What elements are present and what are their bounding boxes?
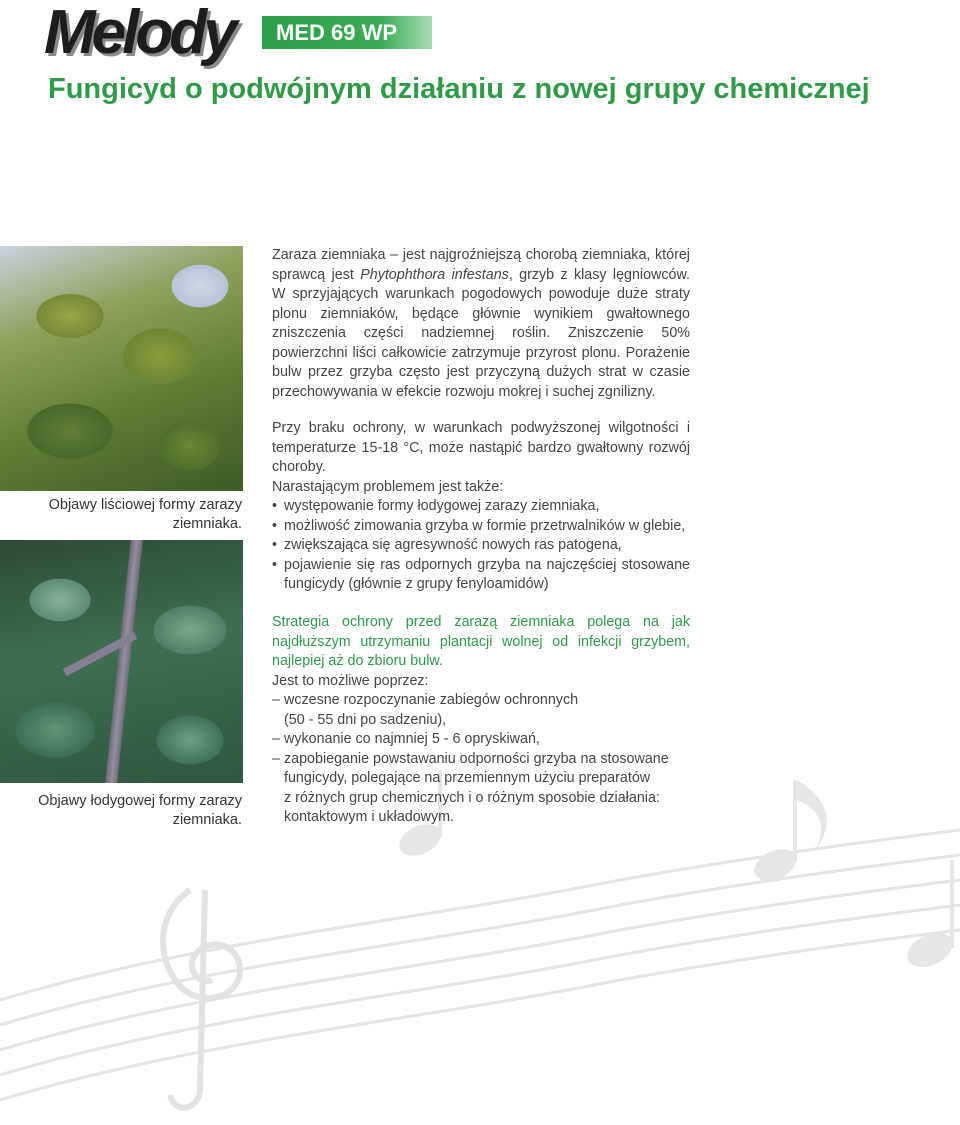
brand-logo: Melody: [44, 0, 234, 67]
problems-lead: Narastającym problemem jest także:: [272, 478, 504, 495]
page-headline: Fungicyd o podwójnym działaniu z nowej grupy chemicznej: [48, 73, 870, 105]
list-item: [272, 691, 690, 711]
bullet-icon: •: [272, 556, 278, 573]
stem-photo-caption: [2, 792, 242, 830]
dash-icon: –: [272, 750, 280, 767]
caption-line: Objawy liściowej formy zarazy: [48, 497, 242, 513]
bullet-icon: •: [272, 517, 278, 534]
list-item-continuation: fungicydy, polegające na przemiennym użyciu preparatów: [284, 770, 651, 786]
product-name: MED 69 WP: [276, 20, 398, 45]
bullet-text: pojawienie się ras odpornych grzyba na najczęściej stosowane fungicydy (głównie z grupy fenyloamidów): [284, 556, 690, 592]
dash-icon: –: [272, 731, 280, 747]
dash-text: wykonanie co najmniej 5 - 6 opryskiwań,: [284, 731, 540, 747]
leaf-blight-photo: [0, 246, 243, 491]
list-item-continuation: z różnych grup chemicznych i o różnym sposobie działania:: [284, 789, 660, 806]
dash-text: wczesne rozpoczynanie zabiegów ochronnych: [284, 692, 579, 708]
caption-line: ziemniaka.: [172, 516, 242, 532]
caption-line: ziemniaka.: [172, 812, 242, 828]
stem-blight-photo: [0, 540, 243, 783]
dash-icon: –: [272, 692, 280, 708]
list-item: [272, 517, 690, 537]
strategy-lead: Jest to możliwe poprzez:: [272, 672, 429, 689]
caption-line: Objawy łodygowej formy zarazy: [38, 793, 242, 809]
bullet-text: występowanie formy łodygowej zarazy ziemniaka,: [284, 498, 600, 514]
dash-text: zapobieganie powstawaniu odporności grzyba na stosowane: [284, 750, 669, 767]
bullet-text: możliwość zimowania grzyba w formie przetrwalników w glebie,: [284, 517, 686, 534]
problems-paragraph: [272, 419, 690, 595]
intro-paragraph: [272, 246, 690, 402]
list-item: [272, 536, 690, 556]
stem-shape: [105, 540, 143, 783]
strategy-paragraph: [272, 613, 690, 828]
pathogen-name: Phytophthora infestans: [360, 266, 509, 283]
list-item: [272, 497, 690, 517]
conditions-text: Przy braku ochrony, w warunkach podwyższonej wilgotności i temperaturze 15-18 °C, może nastąpić bardzo gwałtowny rozwój choroby.: [272, 420, 690, 475]
bullet-icon: •: [272, 537, 278, 553]
bullet-text: zwiększająca się agresywność nowych ras patogena,: [284, 537, 622, 553]
strategy-highlight: Strategia ochrony przed zarazą ziemniaka polega na jak najdłuższym utrzymaniu plantacji wolnej od infekcji grzybem, najlepiej aż do zbioru bulw.: [272, 614, 690, 669]
list-item-continuation: (50 - 55 dni po sadzeniu),: [284, 711, 447, 728]
list-item-continuation: kontaktowym i układowym.: [284, 809, 455, 825]
intro-text-a: Zaraza ziemniaka – jest najgroźniejszą chorobą ziemniaka, której sprawcą jest: [272, 247, 690, 283]
treble-clef-icon: [163, 890, 240, 1108]
product-banner: [262, 16, 432, 49]
leaf-photo-caption: [2, 496, 242, 534]
list-item: [272, 556, 690, 595]
list-item: [272, 750, 690, 770]
intro-text-b: , grzyb z klasy lęgniowców. W sprzyjających warunkach pogodowych powoduje duże straty plonu ziemniaków, będące głównie wynikiem gwałtownego zniszczenia części nadziemnej roślin. Zniszczenie 50% powierzchni liści całkowicie zatrzymuje przyrost plonu. Porażenie bulw przez grzyba często jest przyczyną dużych strat w czasie przechowywania w efekcie rozwoju mokrej i suchej zgnilizny.: [272, 266, 690, 400]
list-item: [272, 730, 690, 750]
bullet-icon: •: [272, 498, 278, 514]
